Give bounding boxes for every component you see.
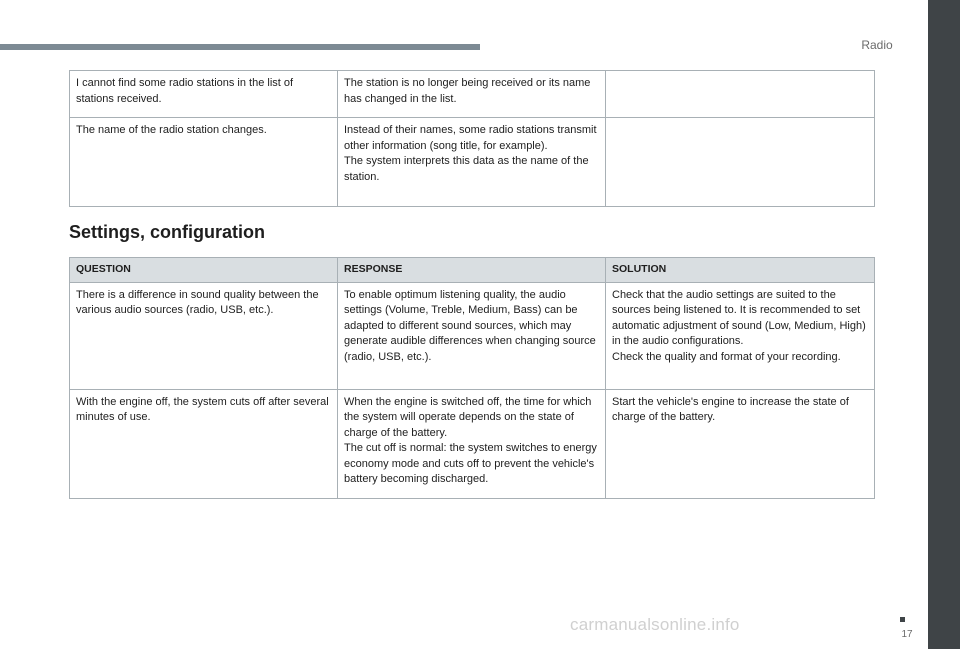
- table-row: [70, 118, 875, 207]
- table-row: [70, 389, 875, 498]
- section-label: Radio: [861, 38, 893, 52]
- solution-cell: [606, 118, 875, 207]
- page-edge-strip: [928, 0, 960, 649]
- section-heading: Settings, configuration: [69, 222, 265, 242]
- table-row: [70, 282, 875, 389]
- page-number: 17: [901, 629, 913, 640]
- watermark: carmanualsonline.info: [570, 615, 740, 634]
- response-cell: To enable optimum listening quality, the audio settings (Volume, Treble, Medium, Bass) can be adapted to different sound sources, which may generate audible differences when changing source (radio, USB, etc.).: [338, 282, 606, 389]
- solution-cell: [606, 71, 875, 118]
- settings-table: [69, 257, 875, 499]
- question-cell: I cannot find some radio stations in the list of stations received.: [70, 71, 338, 118]
- solution-cell: Check that the audio settings are suited to the sources being listened to. It is recommended to set automatic adjustment of sound (Low, Medium, High) in the audio configurations. Check the quality and format of your recording.: [606, 282, 875, 389]
- column-header-response: RESPONSE: [338, 258, 606, 283]
- question-cell: The name of the radio station changes.: [70, 118, 338, 207]
- solution-cell: Start the vehicle's engine to increase the state of charge of the battery.: [606, 389, 875, 498]
- table-header-row: [70, 258, 875, 283]
- question-cell: There is a difference in sound quality between the various audio sources (radio, USB, etc.).: [70, 282, 338, 389]
- column-header-solution: SOLUTION: [606, 258, 875, 283]
- question-cell: With the engine off, the system cuts off after several minutes of use.: [70, 389, 338, 498]
- page-marker: [900, 617, 905, 622]
- response-cell: The station is no longer being received or its name has changed in the list.: [338, 71, 606, 118]
- table-row: [70, 71, 875, 118]
- troubleshooting-table-top: [69, 70, 875, 207]
- column-header-question: QUESTION: [70, 258, 338, 283]
- header-bar: [0, 44, 480, 50]
- response-cell: Instead of their names, some radio stations transmit other information (song title, for example). The system interprets this data as the name of the station.: [338, 118, 606, 207]
- response-cell: When the engine is switched off, the time for which the system will operate depends on the state of charge of the battery. The cut off is normal: the system switches to energy economy mode and cuts off to prevent the vehicle's battery becoming discharged.: [338, 389, 606, 498]
